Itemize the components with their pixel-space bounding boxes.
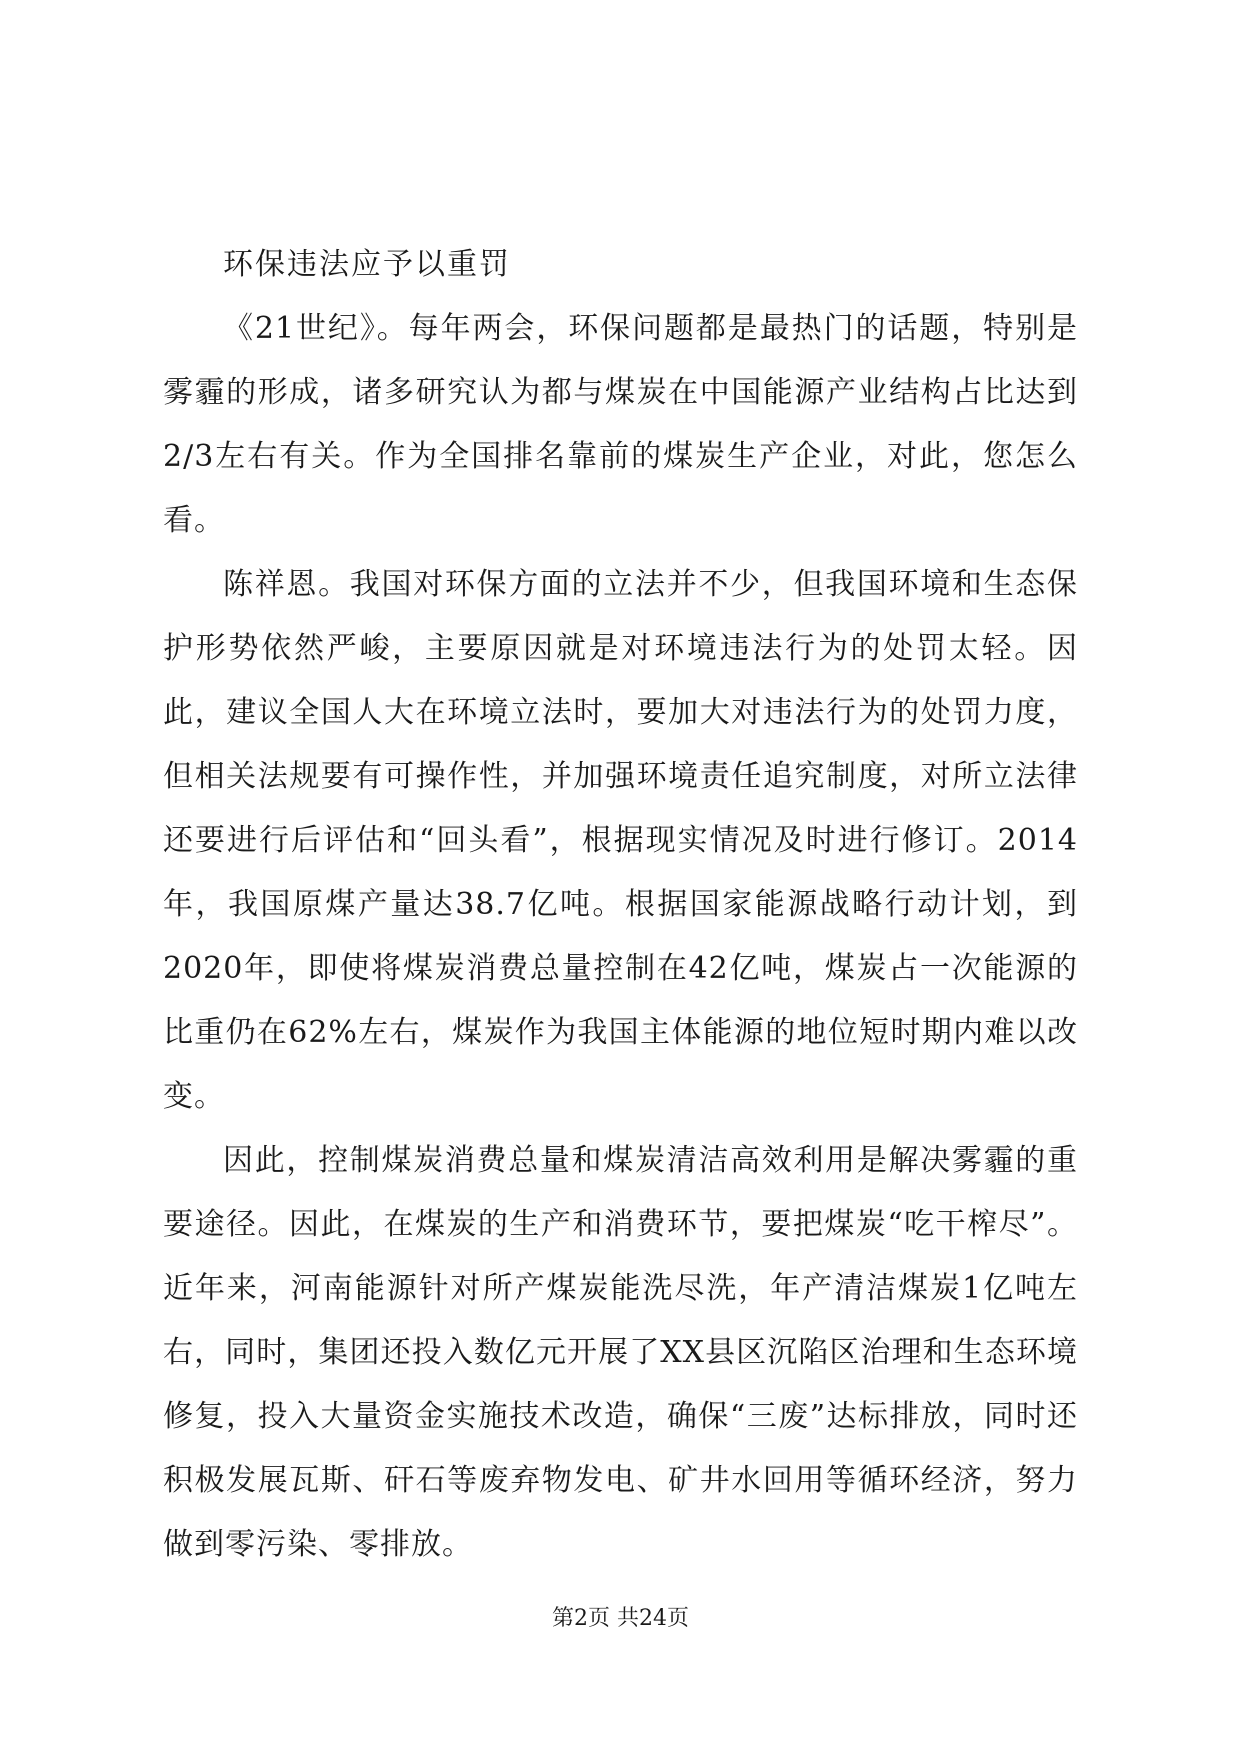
paragraph-3: 因此，控制煤炭消费总量和煤炭清洁高效利用是解决雾霾的重要途径。因此，在煤炭的生产和消费环节，要把煤炭“吃干榨尽”。近年来，河南能源针对所产煤炭能洗尽洗，年产清洁煤炭1亿吨左右，同时，集团还投入数亿元开展了XX县区沉陷区治理和生态环境修复，投入大量资金实施技术改造，确保“三废”达标排放，同时还积极发展瓦斯、矸石等废弃物发电、矿井水回用等循环经济，努力做到零污染、零排放。 (163, 1143, 1078, 1562)
document-body (163, 233, 1078, 1577)
page-number-footer: 第2页 共24页 (552, 1606, 689, 1631)
paragraph-2: 陈祥恩。我国对环保方面的立法并不少，但我国环境和生态保护形势依然严峻，主要原因就是对环境违法行为的处罚太轻。因此，建议全国人大在环境立法时，要加大对违法行为的处罚力度，但相关法规要有可操作性，并加强环境责任追究制度，对所立法律还要进行后评估和“回头看”，根据现实情况及时进行修订。2014年，我国原煤产量达38.7亿吨。根据国家能源战略行动计划，到2020年，即使将煤炭消费总量控制在42亿吨，煤炭占一次能源的比重仍在62%左右，煤炭作为我国主体能源的地位短时期内难以改变。 (163, 567, 1078, 1114)
document-title: 环保违法应予以重罚 (223, 247, 511, 282)
paragraph-1: 《21世纪》。每年两会，环保问题都是最热门的话题，特别是雾霾的形成，诸多研究认为都与煤炭在中国能源产业结构占比达到2/3左右有关。作为全国排名靠前的煤炭生产企业，对此，您怎么看。 (163, 311, 1078, 538)
